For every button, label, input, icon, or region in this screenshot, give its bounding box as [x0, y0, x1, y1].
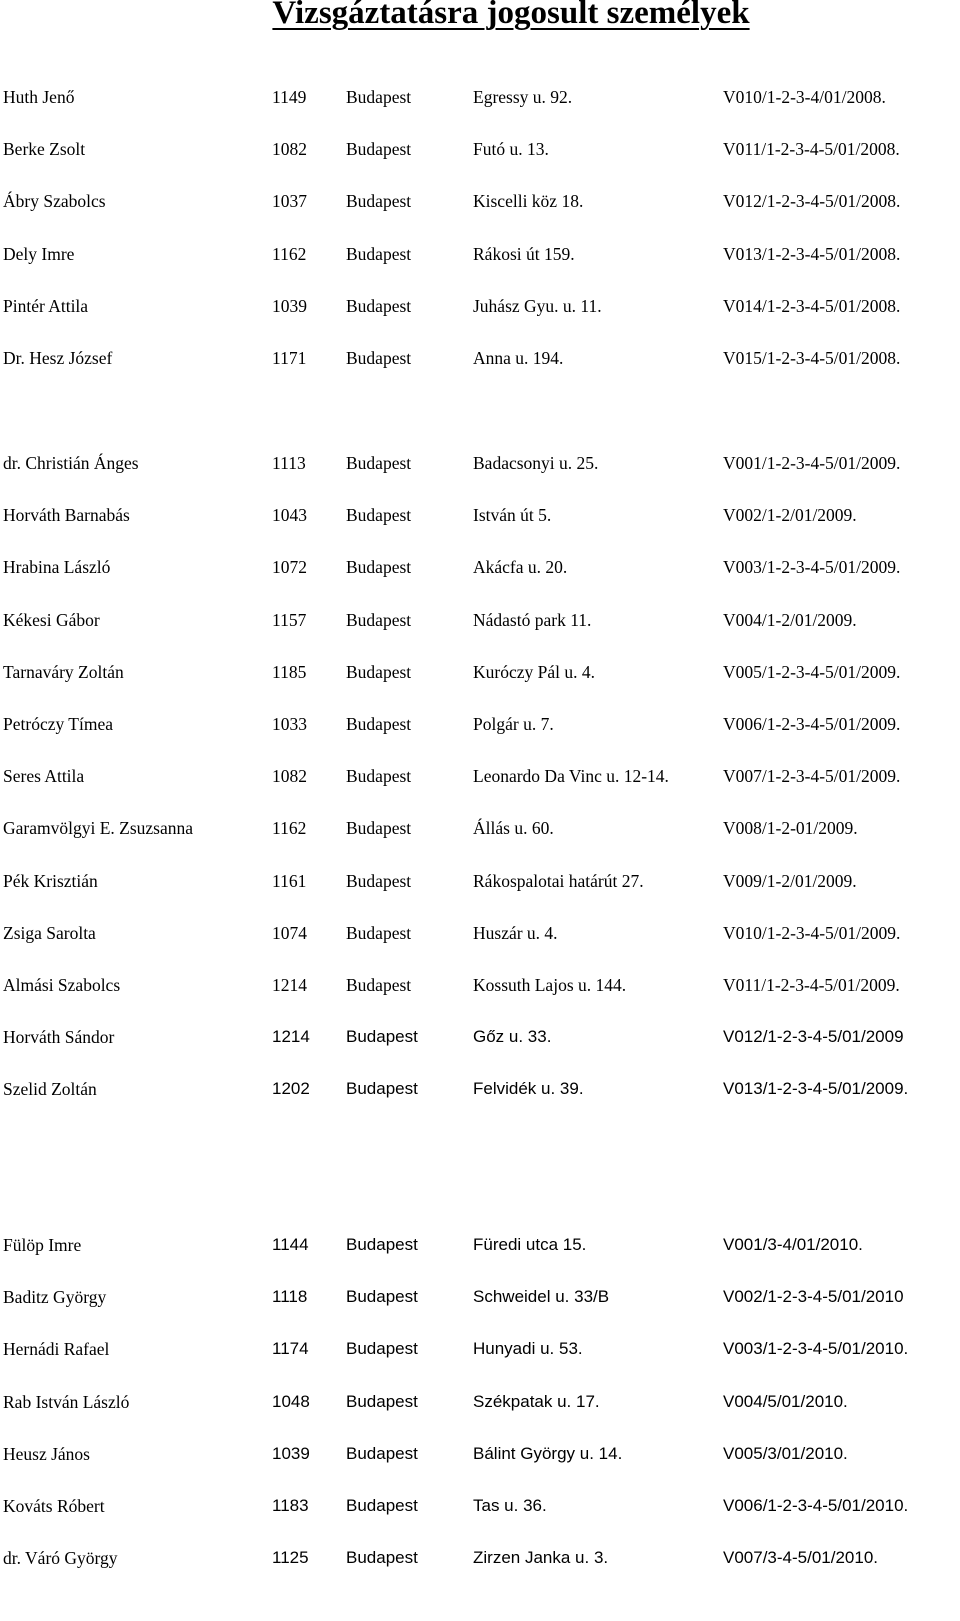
- list-group-2009: [0, 452, 960, 1130]
- postal-code: 1171: [272, 347, 307, 368]
- postal-code: 1118: [272, 1287, 308, 1307]
- list-group-2008: [0, 86, 960, 399]
- postal-code: 1037: [272, 191, 307, 212]
- street-address: Egressy u. 92.: [473, 87, 573, 107]
- authorization-code: V006/1-2-3-4-5/01/2009.: [723, 713, 901, 734]
- person-name: Hrabina László: [3, 557, 111, 578]
- authorization-code: V004/5/01/2010.: [723, 1391, 848, 1411]
- city: Budapest: [346, 1027, 418, 1047]
- postal-code: 1039: [272, 1443, 310, 1463]
- list-item: [0, 1338, 960, 1390]
- authorization-code: V001/1-2-3-4-5/01/2009.: [723, 453, 901, 473]
- postal-code: 1072: [272, 557, 307, 578]
- person-name: Huth Jenő: [3, 87, 75, 107]
- authorization-code: V001/3-4/01/2010.: [723, 1235, 863, 1254]
- postal-code: 1202: [272, 1079, 310, 1099]
- street-address: Huszár u. 4.: [473, 922, 558, 943]
- authorization-code: V011/1-2-3-4-5/01/2008.: [723, 139, 900, 160]
- street-address: Polgár u. 7.: [473, 713, 554, 734]
- list-item: [0, 922, 960, 974]
- street-address: Felvidék u. 39.: [473, 1079, 584, 1099]
- street-address: Leonardo Da Vinc u. 12-14.: [473, 766, 669, 787]
- authorization-code: V010/1-2-3-4-5/01/2009.: [723, 922, 901, 943]
- authorization-code: V007/3-4-5/01/2010.: [723, 1548, 879, 1568]
- street-address: Gőz u. 33.: [473, 1027, 552, 1047]
- postal-code: 1157: [272, 609, 307, 630]
- city: Budapest: [346, 1548, 418, 1568]
- street-address: Futó u. 13.: [473, 139, 549, 160]
- list-item: [0, 1078, 960, 1130]
- city: Budapest: [346, 347, 412, 368]
- person-name: Seres Attila: [3, 766, 85, 787]
- city: Budapest: [346, 661, 412, 682]
- list-item: [0, 817, 960, 869]
- city: Budapest: [346, 505, 412, 526]
- list-item: [0, 713, 960, 765]
- street-address: Székpatak u. 17.: [473, 1391, 600, 1411]
- authorization-code: V013/1-2-3-4-5/01/2009.: [723, 1079, 909, 1099]
- city: Budapest: [346, 1391, 418, 1411]
- street-address: Füredi utca 15.: [473, 1235, 587, 1254]
- city: Budapest: [346, 1495, 418, 1515]
- city: Budapest: [346, 818, 412, 839]
- postal-code: 1183: [272, 1495, 309, 1515]
- list-item: [0, 190, 960, 242]
- person-name: Kováts Róbert: [3, 1495, 105, 1516]
- person-name: Almási Szabolcs: [3, 974, 121, 995]
- list-item: [0, 870, 960, 922]
- authorization-code: V006/1-2-3-4-5/01/2010.: [723, 1495, 909, 1515]
- city: Budapest: [346, 974, 412, 995]
- city: Budapest: [346, 713, 412, 734]
- list-item: [0, 243, 960, 295]
- postal-code: 1113: [272, 453, 306, 473]
- list-item: [0, 1443, 960, 1495]
- authorization-code: V015/1-2-3-4-5/01/2008.: [723, 347, 901, 368]
- street-address: Kiscelli köz 18.: [473, 191, 584, 212]
- authorization-code: V013/1-2-3-4-5/01/2008.: [723, 243, 901, 264]
- postal-code: 1043: [272, 505, 307, 526]
- city: Budapest: [346, 1235, 418, 1254]
- person-name: dr. Váró György: [3, 1548, 118, 1569]
- city: Budapest: [346, 557, 412, 578]
- authorization-code: V011/1-2-3-4-5/01/2009.: [723, 974, 900, 995]
- list-item: [0, 1026, 960, 1078]
- person-name: Pintér Attila: [3, 295, 89, 316]
- list-item: [0, 556, 960, 608]
- person-name: Horváth Sándor: [3, 1027, 115, 1048]
- city: Budapest: [346, 243, 412, 264]
- city: Budapest: [346, 1339, 418, 1359]
- postal-code: 1214: [272, 974, 307, 995]
- city: Budapest: [346, 453, 412, 473]
- list-item: [0, 1547, 960, 1599]
- street-address: Tas u. 36.: [473, 1495, 547, 1515]
- city: Budapest: [346, 1079, 418, 1099]
- street-address: Zirzen Janka u. 3.: [473, 1548, 609, 1568]
- list-item: [0, 295, 960, 347]
- postal-code: 1144: [272, 1235, 309, 1254]
- street-address: Állás u. 60.: [473, 818, 554, 839]
- street-address: Kossuth Lajos u. 144.: [473, 974, 627, 995]
- person-name: Berke Zsolt: [3, 139, 86, 160]
- person-name: Heusz János: [3, 1443, 90, 1464]
- street-address: Bálint György u. 14.: [473, 1443, 623, 1463]
- person-name: Rab István László: [3, 1391, 130, 1412]
- authorization-code: V007/1-2-3-4-5/01/2009.: [723, 766, 901, 787]
- street-address: Kuróczy Pál u. 4.: [473, 661, 595, 682]
- list-item: [0, 1495, 960, 1547]
- page-title: Vizsgáztatásra jogosult személyek: [272, 0, 750, 31]
- list-item: [0, 609, 960, 661]
- postal-code: 1125: [272, 1548, 309, 1568]
- authorization-code: V012/1-2-3-4-5/01/2009: [723, 1027, 904, 1047]
- person-name: Baditz György: [3, 1287, 107, 1308]
- street-address: Akácfa u. 20.: [473, 557, 568, 578]
- person-name: Horváth Barnabás: [3, 505, 130, 526]
- city: Budapest: [346, 609, 412, 630]
- postal-code: 1033: [272, 713, 307, 734]
- city: Budapest: [346, 1443, 418, 1463]
- list-item: [0, 1234, 960, 1286]
- authorization-code: V005/3/01/2010.: [723, 1443, 848, 1463]
- list-item: [0, 765, 960, 817]
- city: Budapest: [346, 922, 412, 943]
- list-item: [0, 1391, 960, 1443]
- postal-code: 1162: [272, 243, 307, 264]
- street-address: István út 5.: [473, 505, 552, 526]
- postal-code: 1039: [272, 295, 307, 316]
- authorization-code: V008/1-2-01/2009.: [723, 818, 858, 839]
- postal-code: 1162: [272, 818, 307, 839]
- list-group-2010: [0, 1234, 960, 1599]
- authorization-code: V009/1-2/01/2009.: [723, 870, 857, 891]
- street-address: Anna u. 194.: [473, 347, 564, 368]
- postal-code: 1214: [272, 1027, 310, 1047]
- city: Budapest: [346, 295, 412, 316]
- authorization-code: V012/1-2-3-4-5/01/2008.: [723, 191, 901, 212]
- person-name: Tarnaváry Zoltán: [3, 661, 124, 682]
- person-name: Hernádi Rafael: [3, 1339, 110, 1360]
- person-name: Ábry Szabolcs: [3, 191, 106, 212]
- street-address: Hunyadi u. 53.: [473, 1339, 583, 1359]
- postal-code: 1048: [272, 1391, 310, 1411]
- authorization-code: V014/1-2-3-4-5/01/2008.: [723, 295, 901, 316]
- postal-code: 1161: [272, 870, 307, 891]
- authorization-code: V003/1-2-3-4-5/01/2010.: [723, 1339, 909, 1359]
- city: Budapest: [346, 1287, 418, 1307]
- city: Budapest: [346, 870, 412, 891]
- authorization-code: V004/1-2/01/2009.: [723, 609, 857, 630]
- city: Budapest: [346, 139, 412, 160]
- postal-code: 1082: [272, 766, 307, 787]
- city: Budapest: [346, 766, 412, 787]
- list-item: [0, 504, 960, 556]
- street-address: Badacsonyi u. 25.: [473, 453, 599, 473]
- postal-code: 1149: [272, 87, 307, 107]
- city: Budapest: [346, 191, 412, 212]
- street-address: Rákosi út 159.: [473, 243, 575, 264]
- postal-code: 1185: [272, 661, 307, 682]
- person-name: dr. Christián Ánges: [3, 453, 139, 473]
- street-address: Nádastó park 11.: [473, 609, 592, 630]
- authorization-code: V010/1-2-3-4/01/2008.: [723, 87, 886, 107]
- postal-code: 1074: [272, 922, 307, 943]
- authorization-code: V003/1-2-3-4-5/01/2009.: [723, 557, 901, 578]
- list-item: [0, 347, 960, 399]
- street-address: Schweidel u. 33/B: [473, 1287, 610, 1307]
- person-name: Kékesi Gábor: [3, 609, 100, 630]
- person-name: Szelid Zoltán: [3, 1079, 97, 1100]
- list-item: [0, 661, 960, 713]
- street-address: Rákospalotai határút 27.: [473, 870, 644, 891]
- person-name: Fülöp Imre: [3, 1235, 82, 1255]
- authorization-code: V005/1-2-3-4-5/01/2009.: [723, 661, 901, 682]
- list-item: [0, 138, 960, 190]
- city: Budapest: [346, 87, 412, 107]
- list-item: [0, 452, 960, 504]
- authorization-code: V002/1-2-3-4-5/01/2010: [723, 1287, 904, 1307]
- person-name: Pék Krisztián: [3, 870, 98, 891]
- authorization-code: V002/1-2/01/2009.: [723, 505, 857, 526]
- list-item: [0, 86, 960, 138]
- postal-code: 1174: [272, 1339, 309, 1359]
- list-item: [0, 974, 960, 1026]
- person-name: Petróczy Tímea: [3, 713, 113, 734]
- street-address: Juhász Gyu. u. 11.: [473, 295, 602, 316]
- person-name: Dely Imre: [3, 243, 75, 264]
- person-name: Dr. Hesz József: [3, 347, 113, 368]
- list-item: [0, 1286, 960, 1338]
- person-name: Garamvölgyi E. Zsuzsanna: [3, 818, 194, 839]
- person-name: Zsiga Sarolta: [3, 922, 96, 943]
- postal-code: 1082: [272, 139, 307, 160]
